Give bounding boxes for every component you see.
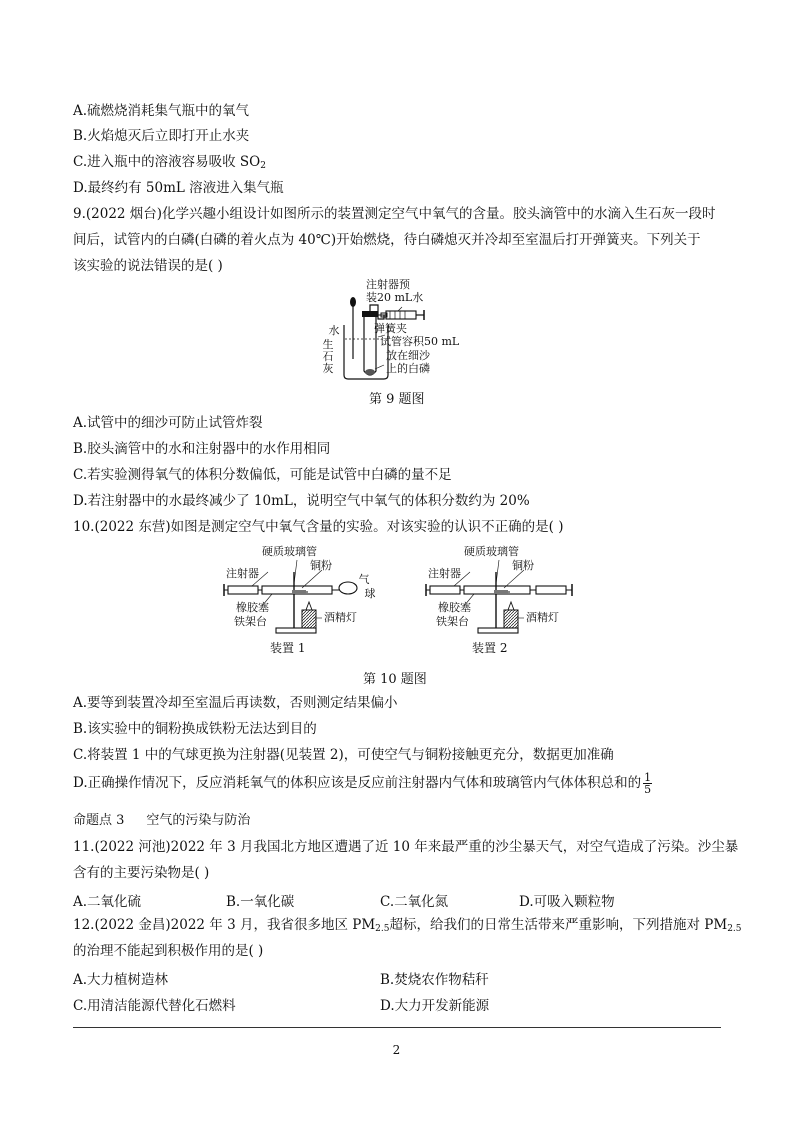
q10-figure-device-1: [222, 542, 382, 660]
q12-stem-line1: 12.(2022 金昌)2022 年 3 月，我省很多地区 $PM_{2.5}$超标，给我们的日常生活带来严重影响，下列措施对 $PM_{2.5}$: [73, 917, 742, 934]
q10-d2-label-copper: 铜粉: [512, 559, 534, 572]
q10-d1-label-syringe: 注射器: [226, 567, 259, 580]
q10-d1-label-copper: 铜粉: [310, 559, 332, 572]
page-number: 2: [392, 1043, 401, 1057]
q9-label-syringe-1: 注射器预: [366, 278, 410, 291]
q8-option-a: A.硫燃烧消耗集气瓶中的氧气: [73, 103, 250, 119]
q11-option-b: B.一氧化碳: [226, 894, 295, 910]
q9-stem-line3: 该实验的说法错误的是( ): [73, 258, 223, 274]
q11-stem-line2: 含有的主要污染物是( ): [73, 865, 210, 881]
q9-option-b: B.胶头滴管中的水和注射器中的水作用相同: [73, 441, 331, 457]
q10-option-a: A.要等到装置冷却至室温后再读数，否则测定结果偏小: [73, 695, 398, 711]
q10-d1-label-balloon-1: 气: [358, 573, 370, 586]
q8-option-d: D.最终约有 50mL 溶液进入集气瓶: [73, 180, 284, 196]
footer-rule: [73, 1027, 721, 1028]
q10-d1-label-lamp: 酒精灯: [324, 611, 357, 624]
q12-option-d: D.大力开发新能源: [380, 998, 490, 1014]
q10-d2-label-glass-tube: 硬质玻璃管: [464, 545, 519, 558]
q11-option-a: A.二氧化硫: [73, 894, 142, 910]
q11-option-d: D.可吸入颗粒物: [519, 894, 615, 910]
q9-option-d: D.若注射器中的水最终减少了 10mL，说明空气中氧气的体积分数约为 20%: [73, 493, 530, 509]
q10-option-d: D.正确操作情况下，反应消耗氧气的体积应该是反应前注射器内气体和玻璃管内气体体积总和的 $\frac{1}{5}$: [73, 771, 652, 796]
q9-label-clamp: 弹簧夹: [374, 322, 407, 335]
q9-option-a: A.试管中的细沙可防止试管炸裂: [73, 415, 263, 431]
q11-stem-line1: 11.(2022 河池)2022 年 3 月我国北方地区遭遇了近 10 年来最严重的沙尘暴天气，对空气造成了污染。沙尘暴: [73, 839, 739, 855]
q10-stem: 10.(2022 东营)如图是测定空气中氧气含量的实验。对该实验的认识不正确的是( ): [73, 519, 564, 535]
q8-option-c: C.进入瓶中的溶液容易吸收 $SO_2$: [73, 154, 266, 171]
q10-d2-label-syringe: 注射器: [428, 567, 461, 580]
section-label: 命题点 3: [73, 813, 125, 828]
q9-caption: 第 9 题图: [369, 392, 425, 407]
q9-label-tube: 试管容积50 mL: [380, 335, 460, 348]
q9-label-lime: 生石灰: [322, 338, 334, 375]
q10-device-1-caption: 装置 1: [270, 641, 306, 655]
q12-stem-line2: 的治理不能起到积极作用的是( ): [73, 943, 264, 959]
q10-d1-label-stopper: 橡胶塞: [236, 601, 269, 614]
q9-stem-line2: 间后，试管内的白磷(白磷的着火点为 40℃)开始燃烧，待白磷熄灭并冷却至室温后打开弹簧夹。下列关于: [73, 232, 701, 248]
section-header: [73, 812, 250, 830]
q10-device-2-caption: 装置 2: [472, 641, 508, 655]
q9-label-sand-2: 上的白磷: [386, 362, 430, 375]
q10-d1-label-stand: 铁架台: [234, 615, 267, 628]
q9-figure: [320, 277, 490, 385]
q9-label-sand-1: 放在细沙: [386, 349, 430, 362]
q10-caption: 第 10 题图: [363, 672, 427, 687]
section-title: 空气的污染与防治: [146, 813, 251, 828]
q8-option-b: B.火焰熄灭后立即打开止水夹: [73, 128, 250, 144]
q9-label-water: 水: [328, 324, 340, 337]
q10-d1-label-glass-tube: 硬质玻璃管: [262, 545, 317, 558]
q11-option-c: C.二氧化氮: [380, 894, 449, 910]
q10-option-b: B.该实验中的铜粉换成铁粉无法达到目的: [73, 721, 317, 737]
q10-d2-label-stopper: 橡胶塞: [438, 601, 471, 614]
q9-label-syringe-2: 装20 mL水: [366, 291, 424, 304]
q10-option-c: C.将装置 1 中的气球更换为注射器(见装置 2)，可使空气与铜粉接触更充分，数据更加准确: [73, 747, 614, 763]
q12-option-b: B.焚烧农作物秸秆: [380, 972, 489, 988]
q10-figure-device-2: [424, 542, 584, 660]
q10-d2-label-lamp: 酒精灯: [526, 611, 559, 624]
q9-option-c: C.若实验测得氧气的体积分数偏低，可能是试管中白磷的量不足: [73, 467, 452, 483]
q12-option-a: A.大力植树造林: [73, 972, 169, 988]
fraction-one-fifth: $\frac{1}{5}$: [644, 771, 652, 796]
q10-d1-label-balloon-2: 球: [364, 587, 376, 600]
q10-d2-label-stand: 铁架台: [436, 615, 469, 628]
q12-option-c: C.用清洁能源代替化石燃料: [73, 998, 236, 1014]
q9-stem-line1: 9.(2022 烟台)化学兴趣小组设计如图所示的装置测定空气中氧气的含量。胶头滴管中的水滴入生石灰一段时: [73, 206, 716, 222]
